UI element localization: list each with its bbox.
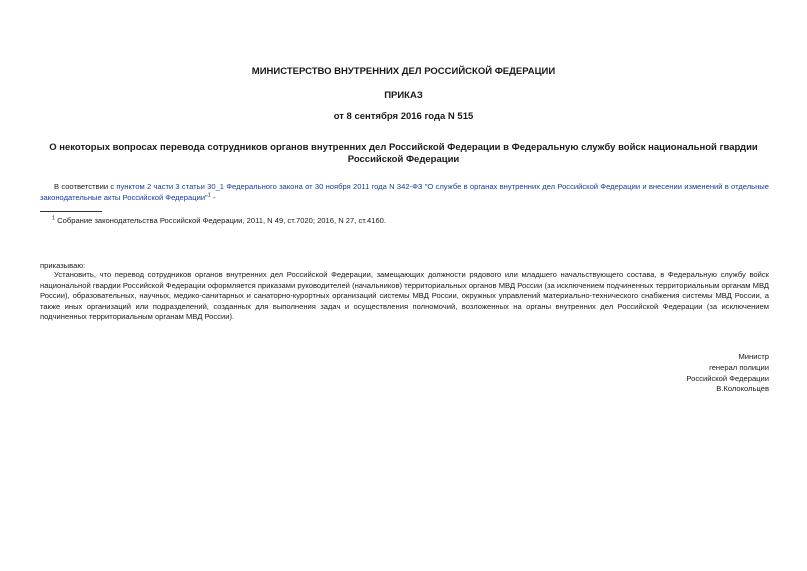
preamble-tail: -: [210, 192, 216, 202]
document-type-heading: ПРИКАЗ: [384, 90, 423, 101]
ministry-heading: МИНИСТЕРСТВО ВНУТРЕННИХ ДЕЛ РОССИЙСКОЙ ФЕДЕРАЦИИ: [251, 66, 556, 77]
operative-paragraph: Установить, что перевод сотрудников органов внутренних дел Российской Федерации, замещающих должности рядового или младшего начальствующего состава, в Федеральную службу войск национальной гвардии Российской Федерации оформляется приказами руководителей (начальников) территориальных органов МВД России (за исключением подчиненных территориальным органам МВД России), образовательных, научных, медико-санитарных и санаторно-курортных организаций системы МВД России, окружных управлений материально-технического снабжения системы МВД России, а также иных организаций или подразделений, созданных для выполнения задач и осуществления полномочий, возложенных на органы внутренних дел Российской Федерации (за исключением подчиненных территориальным органам МВД России).: [40, 270, 769, 322]
signatory-name: В.Колокольцев: [716, 384, 769, 394]
signatory-title: Министр: [738, 352, 769, 361]
subject-heading: О некоторых вопросах перевода сотрудников органов внутренних дел Российской Федерации в Федеральную службу войск национальной гвардии Российской Федерации: [49, 142, 758, 165]
signature-block: [686, 352, 769, 395]
preamble-lead: В соответствии с: [54, 182, 117, 191]
law-reference-link[interactable]: пунктом 2 части 3 статьи 30_1 Федерального закона от 30 ноября 2011 года N 342-ФЗ "О службе в органах внутренних дел Российской Федерации и внесении изменений в отдельные законодательные акты Российской Федерации": [40, 182, 769, 202]
footnote-reference[interactable]: 1: [207, 192, 211, 199]
signatory-country: Российской Федерации: [686, 373, 769, 383]
order-verb: приказываю:: [40, 261, 86, 270]
preamble-paragraph: [40, 182, 769, 203]
footnote-divider: [40, 211, 102, 212]
footnote: [52, 216, 752, 227]
date-number-heading: от 8 сентября 2016 года N 515: [333, 111, 474, 122]
footnote-mark: 1: [52, 215, 56, 222]
footnote-text: Собрание законодательства Российской Федерации, 2011, N 49, ст.7020; 2016, N 27, ст.4160.: [55, 216, 386, 225]
signatory-rank: генерал полиции: [709, 362, 769, 372]
